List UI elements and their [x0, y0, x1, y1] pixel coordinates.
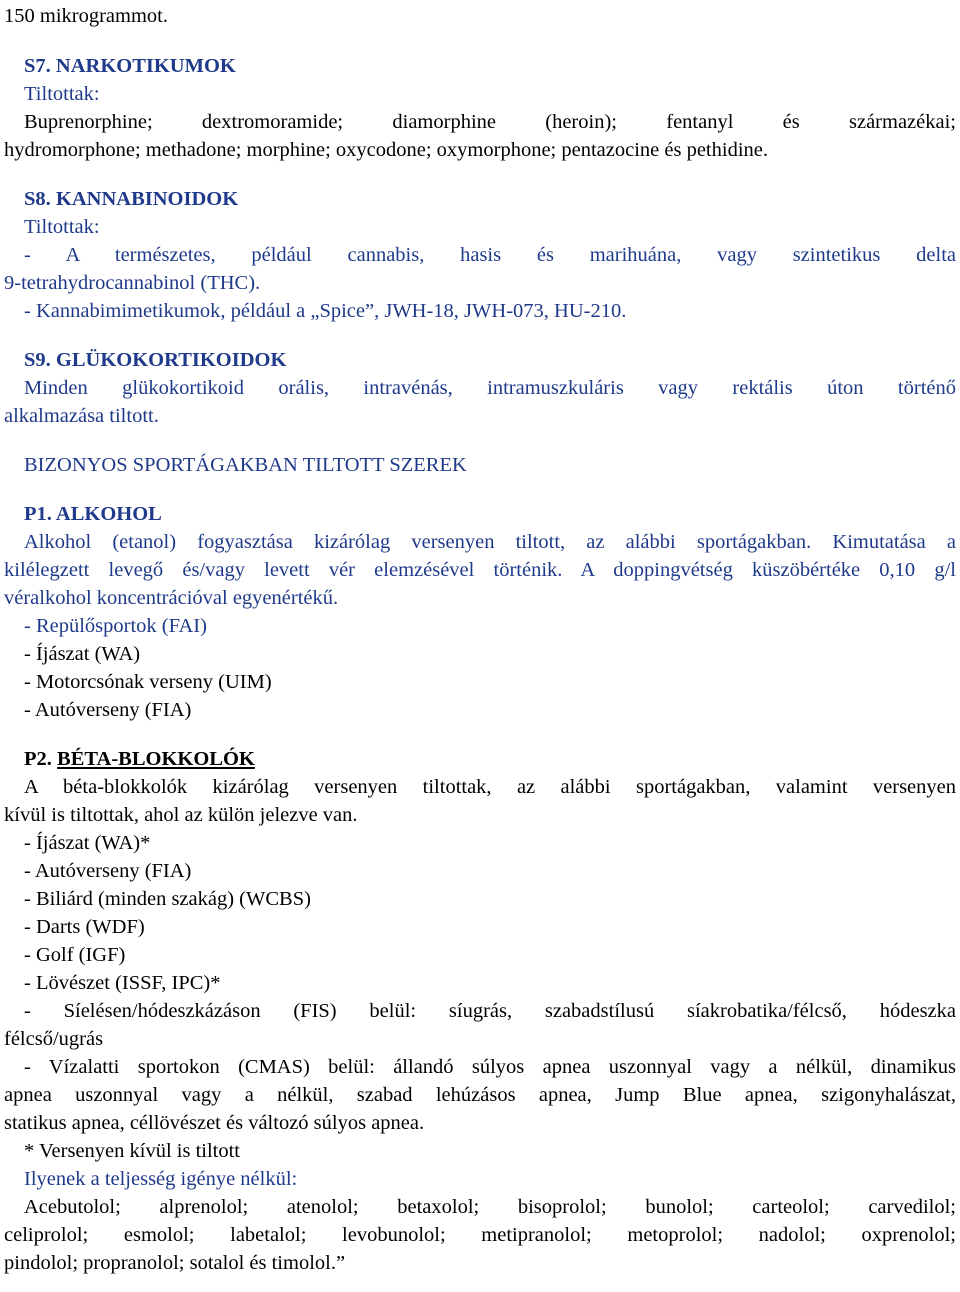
p2-list-line3: pindolol; propranolol; sotalol és timolol.” [4, 1252, 346, 1274]
s8-line3: - Kannabimimetikumok, például a „Spice”, JWH-18, JWH-073, HU-210. [24, 300, 627, 322]
top-line: 150 mikrogrammot. [4, 5, 168, 27]
p2-code: P2. [24, 748, 52, 770]
s8-line2: 9-tetrahydrocannabinol (THC). [4, 272, 261, 294]
s7-line2: hydromorphone; methadone; morphine; oxycodone; oxymorphone; pentazocine és pethidine. [4, 139, 768, 161]
p1-item: - Íjászat (WA) [24, 643, 141, 665]
s7-title: NARKOTIKUMOK [55, 55, 236, 77]
s7-code: S7. [24, 55, 51, 77]
p2-item: - Íjászat (WA)* [24, 832, 151, 854]
section-p1 [4, 500, 956, 556]
section-s7 [4, 52, 956, 136]
s9-line2: alkalmazása tiltott. [4, 405, 159, 427]
s8-line1: - A természetes, például cannabis, hasis és marihuána, vagy szintetikus delta [24, 244, 956, 266]
section-s8 [4, 185, 956, 269]
s8-code: S8. [24, 188, 51, 210]
p2-note: * Versenyen kívül is tiltott [24, 1140, 241, 1162]
section-s9 [4, 346, 956, 402]
p1-list [4, 612, 956, 724]
section-heading: BIZONYOS SPORTÁGAKBAN TILTOTT SZEREK [24, 454, 467, 476]
p1-item: - Autóverseny (FIA) [24, 699, 192, 721]
p1-item: - Motorcsónak verseny (UIM) [24, 671, 272, 693]
p1-heading [24, 500, 956, 528]
p2-item: - Lövészet (ISSF, IPC)* [24, 972, 221, 994]
s9-code: S9. [24, 349, 51, 371]
s8-heading [24, 185, 956, 213]
p2-heading [24, 745, 956, 773]
p2-dive-line3: statikus apnea, céllövészet és változó súlyos apnea. [4, 1112, 425, 1134]
p1-code: P1. [24, 503, 52, 525]
s9-title: GLÜKOKORTIKOIDOK [55, 349, 287, 371]
p2-item: - Biliárd (minden szakág) (WCBS) [24, 888, 311, 910]
p1-title: ALKOHOL [55, 503, 162, 525]
p2-list [4, 829, 956, 1025]
s7-heading [24, 52, 956, 80]
section-p2 [4, 745, 956, 801]
p1-line2: kilélegzett levegő és/vagy levett vér elemzésével történik. A doppingvétség küszöbértéke 0,10 g/l [4, 559, 956, 581]
s8-sub: Tiltottak: [24, 216, 100, 238]
p2-line2: kívül is tiltottak, ahol az külön jelezve van. [4, 804, 358, 826]
s9-line1: Minden glükokortikoid orális, intravénás, intramuszkuláris vagy rektális úton történő [24, 377, 956, 399]
p2-dive-line1: - Vízalatti sportokon (CMAS) belül: állandó súlyos apnea uszonnyal vagy a nélkül, dinamikus [24, 1056, 956, 1078]
p2-ski-line2: félcső/ugrás [4, 1028, 104, 1050]
p2-item: - Golf (IGF) [24, 944, 126, 966]
p1-line3: véralkohol koncentrációval egyenértékű. [4, 587, 339, 609]
p1-line1: Alkohol (etanol) fogyasztása kizárólag versenyen tiltott, az alábbi sportágakban. Kimutatása a [24, 531, 956, 553]
s9-heading [24, 346, 956, 374]
p2-line1: A béta-blokkolók kizárólag versenyen tiltottak, az alábbi sportágakban, valamint versenyen [24, 776, 956, 798]
p2-list-line1: Acebutolol; alprenolol; atenolol; betaxolol; bisoprolol; bunolol; carteolol; carvedilol; [24, 1196, 956, 1218]
s8-title: KANNABINOIDOK [55, 188, 239, 210]
p2-item: - Autóverseny (FIA) [24, 860, 192, 882]
p2-title: BÉTA-BLOKKOLÓK [57, 748, 255, 770]
p2-item: - Darts (WDF) [24, 916, 145, 938]
p1-item: - Repülősportok (FAI) [24, 615, 207, 637]
s7-sub: Tiltottak: [24, 83, 100, 105]
s7-line1: Buprenorphine; dextromoramide; diamorphine (heroin); fentanyl és származékai; [24, 111, 956, 133]
p2-dive-line2: apnea uszonnyal vagy a nélkül, szabad lehúzásos apnea, Jump Blue apnea, szigonyhalászat, [4, 1084, 956, 1106]
p2-ski-line1: - Síelésen/hódeszkázáson (FIS) belül: síugrás, szabadstílusú síakrobatika/félcső, hódeszka [24, 1000, 956, 1022]
p2-list-line2: celiprolol; esmolol; labetalol; levobunolol; metipranolol; metoprolol; nadolol; oxprenolol; [4, 1224, 956, 1246]
p2-examples: Ilyenek a teljesség igénye nélkül: [24, 1168, 298, 1190]
